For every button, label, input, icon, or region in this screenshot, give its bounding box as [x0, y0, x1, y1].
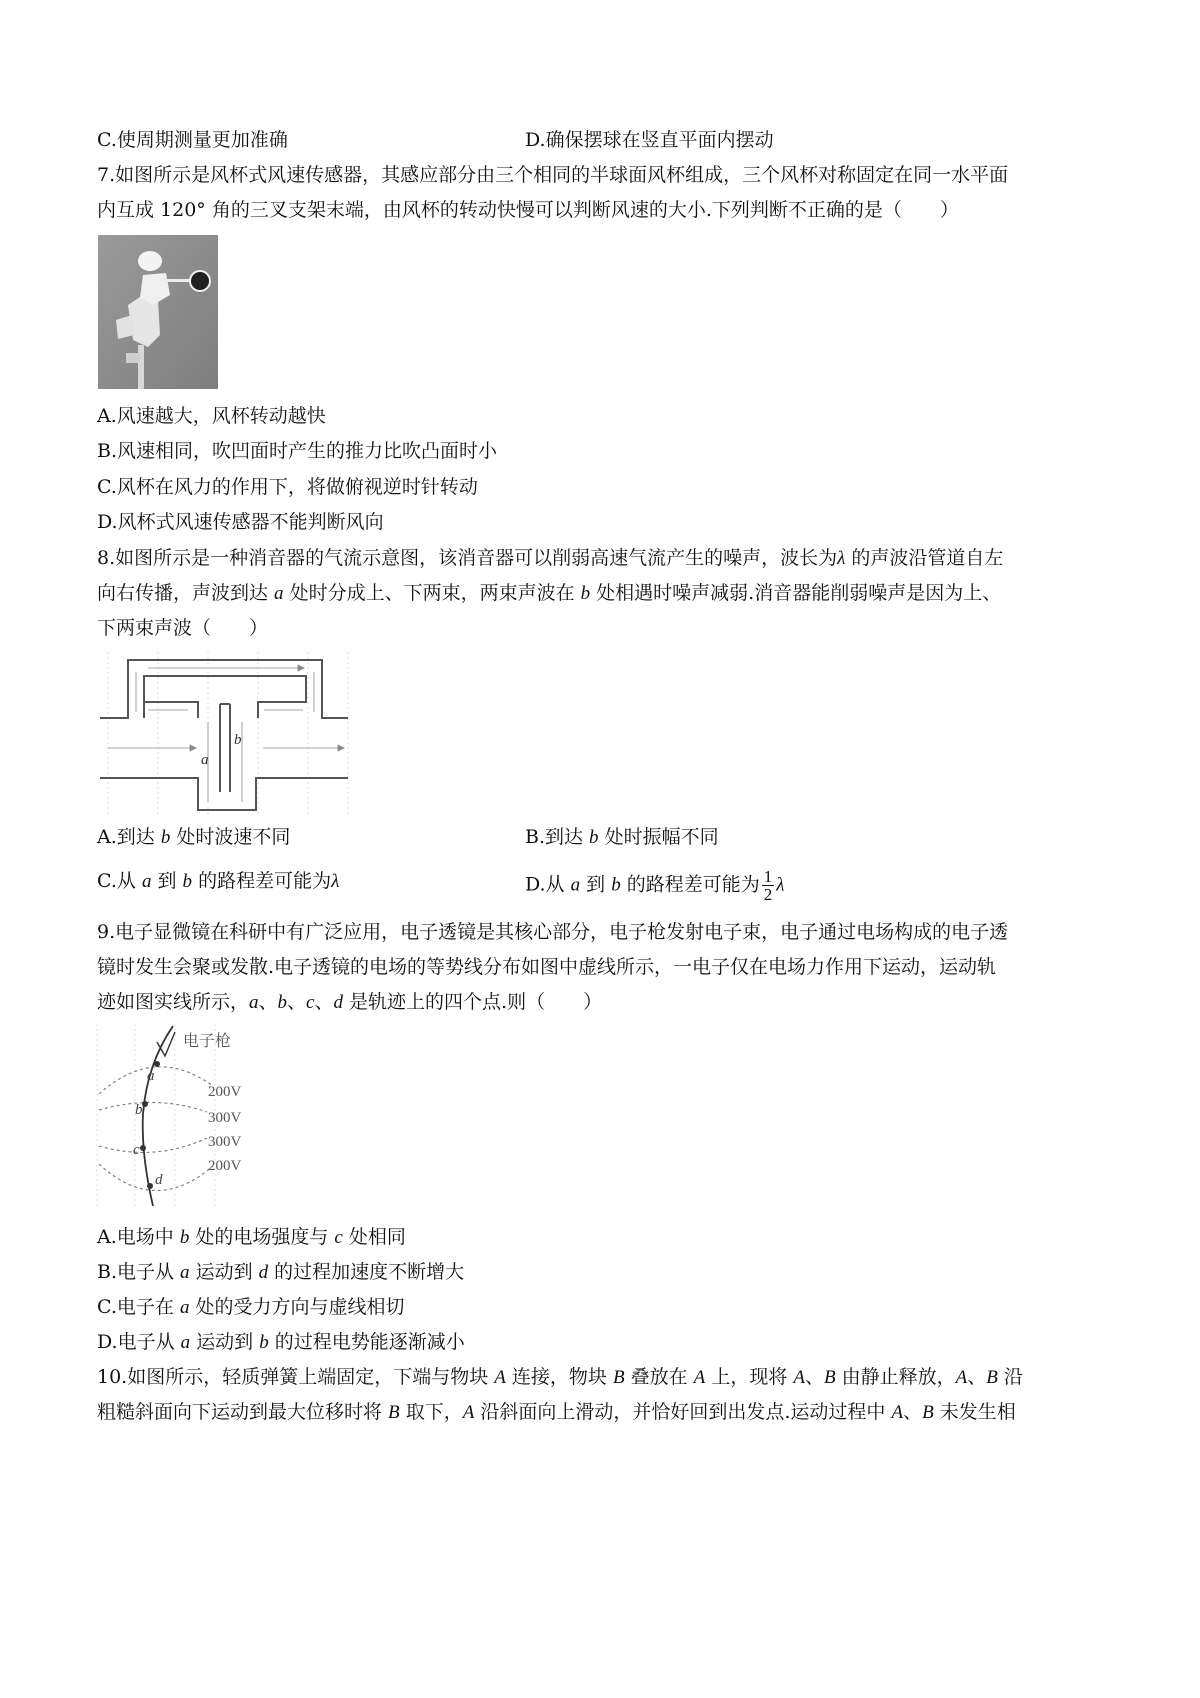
- fig-point-d: d: [155, 1172, 163, 1188]
- fig-label-300v-top: 300V: [208, 1110, 242, 1126]
- fig-point-c: c: [133, 1142, 140, 1158]
- q9-stem-line2: 镜时发生会聚或发散.电子透镜的电场的等势线分布如图中虚线所示，一电子仅在电场力作用下运动，运动轨: [97, 956, 997, 978]
- q7-option-c: C.风杯在风力的作用下，将做俯视逆时针转动: [97, 476, 478, 498]
- fig-label-200v-top: 200V: [208, 1084, 242, 1100]
- q9-stem-line1: 9.电子显微镜在科研中有广泛应用，电子透镜是其核心部分，电子枪发射电子束，电子通过电场构成的电子透: [97, 921, 1009, 943]
- fig-label-b: b: [234, 732, 242, 748]
- q8-option-a: A.到达 b 处时波速不同: [97, 826, 291, 848]
- q6-option-d: D.确保摆球在竖直平面内摆动: [525, 129, 774, 151]
- q6-option-c: C.使周期测量更加准确: [97, 129, 288, 151]
- q10-stem-line2: 粗糙斜面向下运动到最大位移时将 B 取下，A 沿斜面向上滑动，并恰好回到出发点.运动过程中 A、B 未发生相: [97, 1401, 1016, 1423]
- q8-option-b: B.到达 b 处时振幅不同: [525, 826, 719, 848]
- q9-option-c: C.电子在 a 处的受力方向与虚线相切: [97, 1296, 405, 1318]
- q9-option-a: A.电场中 b 处的电场强度与 c 处相同: [97, 1226, 406, 1248]
- electron-lens-diagram: [95, 1024, 265, 1209]
- half-fraction: $\frac{1}{2}$: [763, 867, 773, 904]
- q7-stem-line1: 7.如图所示是风杯式风速传感器，其感应部分由三个相同的半球面风杯组成，三个风杯对称固定在同一水平面: [97, 164, 1009, 186]
- q7-option-b: B.风速相同，吹凹面时产生的推力比吹凸面时小: [97, 440, 498, 462]
- q8-option-d: D.从 a 到 b 的路程差可能为 $\frac{1}{2}$ λ: [525, 867, 785, 904]
- fig-label-300v-bottom: 300V: [208, 1134, 242, 1150]
- fig-point-a: a: [147, 1068, 155, 1084]
- muffler-diagram: [98, 652, 353, 814]
- q9-stem-line3: 迹如图实线所示，a、b、c、d 是轨迹上的四个点.则（ ）: [97, 991, 603, 1013]
- q7-option-d: D.风杯式风速传感器不能判断风向: [97, 511, 384, 533]
- q7-option-a: A.风速越大，风杯转动越快: [97, 405, 326, 427]
- fig-point-b: b: [135, 1102, 143, 1118]
- q8-option-c: C.从 a 到 b 的路程差可能为λ: [97, 870, 340, 892]
- fig-label-200v-bottom: 200V: [208, 1158, 242, 1174]
- q8-stem-line1: 8.如图所示是一种消音器的气流示意图，该消音器可以削弱高速气流产生的噪声，波长为λ 的声波沿管道自左: [97, 547, 1004, 569]
- q10-stem-line1: 10.如图所示，轻质弹簧上端固定，下端与物块 A 连接，物块 B 叠放在 A 上，现将 A、B 由静止释放，A、B 沿: [97, 1366, 1023, 1388]
- fig-label-gun: 电子枪: [183, 1031, 232, 1050]
- fig-label-a: a: [201, 752, 209, 768]
- q8-stem-line3: 下两束声波（ ）: [97, 617, 269, 639]
- q8-stem-line2: 向右传播，声波到达 a 处时分成上、下两束，两束声波在 b 处相遇时噪声减弱.消音器能削弱噪声是因为上、: [97, 582, 1002, 604]
- anemometer-photo: [98, 235, 218, 389]
- q7-stem-line2: 内互成 120° 角的三叉支架末端，由风杯的转动快慢可以判断风速的大小.下列判断不正确的是（ ）: [97, 199, 959, 221]
- q9-option-d: D.电子从 a 运动到 b 的过程电势能逐渐减小: [97, 1331, 465, 1353]
- q9-option-b: B.电子从 a 运动到 d 的过程加速度不断增大: [97, 1261, 465, 1283]
